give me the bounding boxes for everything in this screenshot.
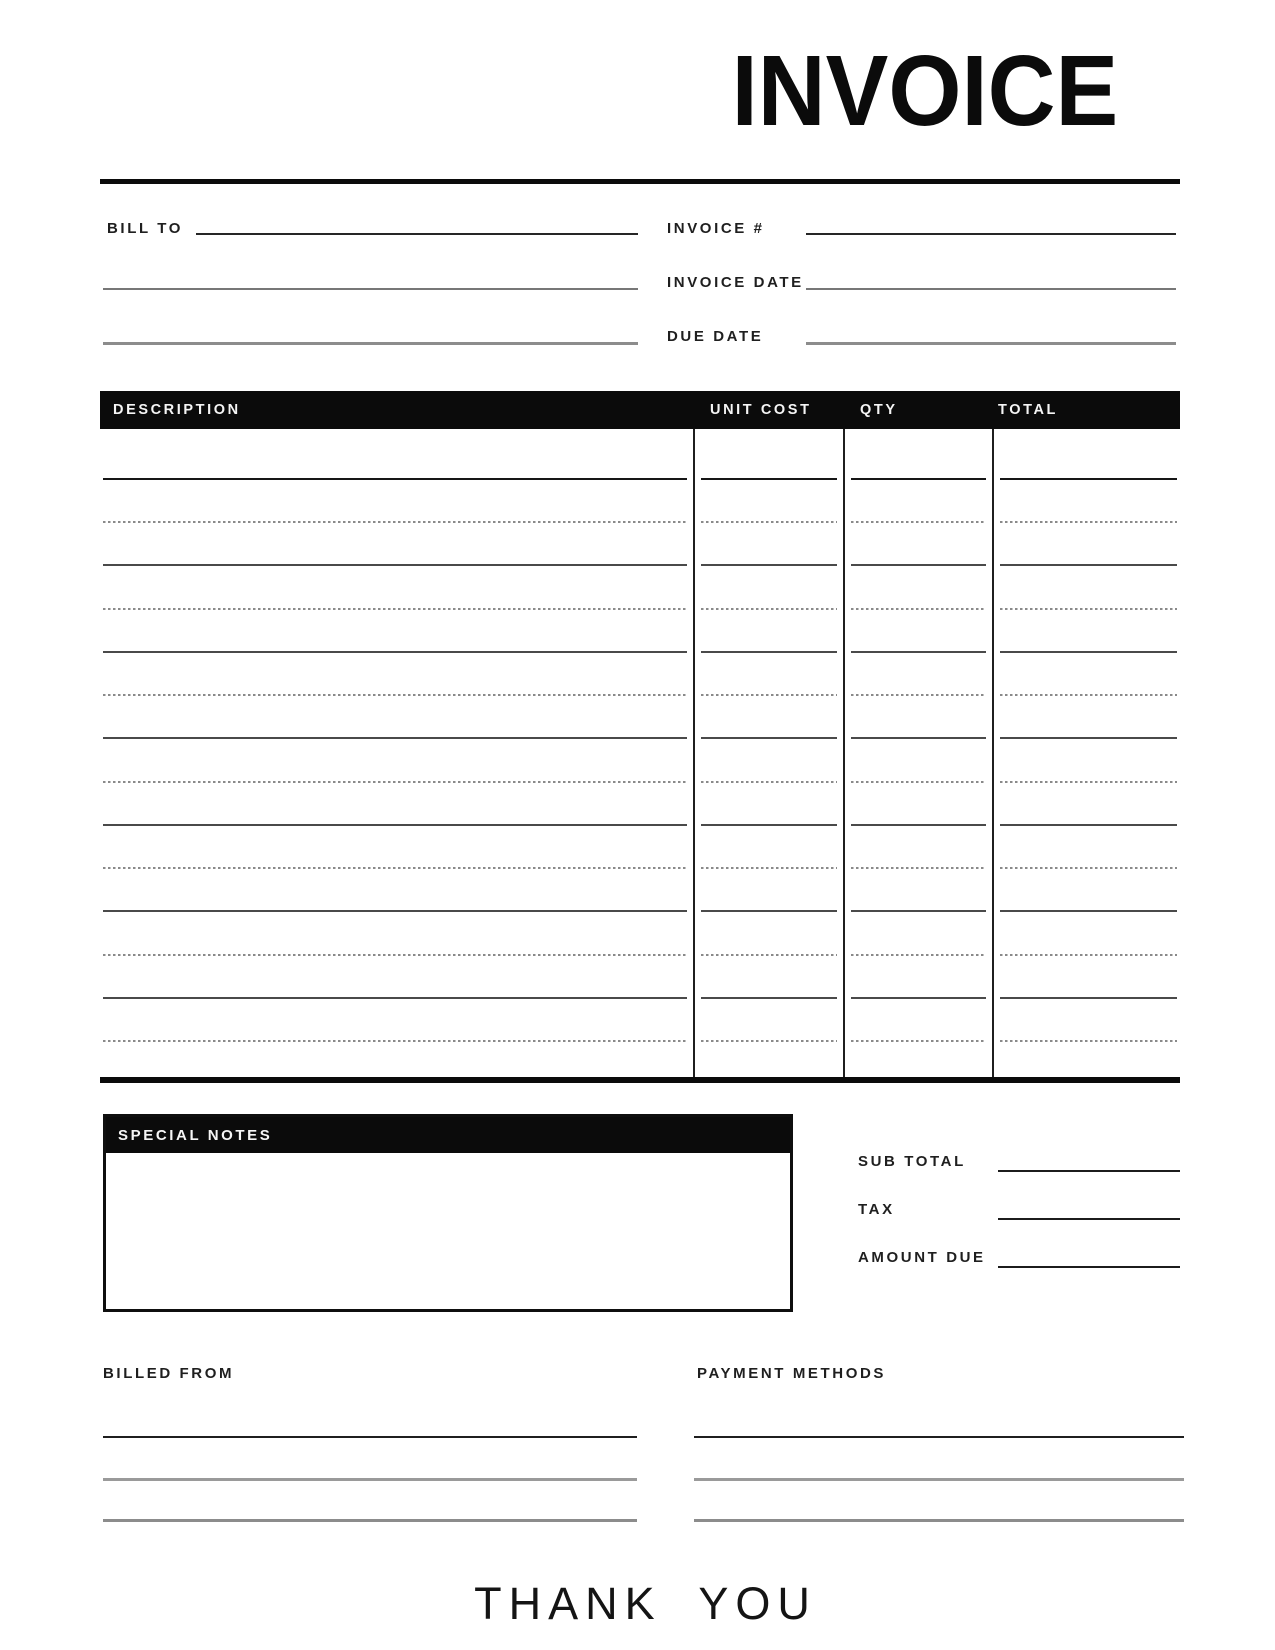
item-row-13-description-line[interactable] — [103, 997, 687, 999]
item-row-1-unit-cost-line[interactable] — [701, 478, 837, 480]
item-row-5-description-line[interactable] — [103, 651, 687, 653]
item-row-3-unit-cost-line[interactable] — [701, 564, 837, 566]
item-row-13-total-line[interactable] — [1000, 997, 1177, 999]
invoice-date-line[interactable] — [806, 288, 1176, 290]
header-rule — [100, 179, 1180, 184]
item-row-7-qty-line[interactable] — [851, 737, 986, 739]
bill-to-line-3[interactable] — [103, 342, 638, 345]
item-row-12-qty-line[interactable] — [851, 954, 986, 956]
sub-total-line[interactable] — [998, 1170, 1180, 1172]
item-row-10-total-line[interactable] — [1000, 867, 1177, 869]
bill-to-label: BILL TO — [107, 220, 183, 237]
sub-total-label: SUB TOTAL — [858, 1153, 966, 1170]
item-row-2-total-line[interactable] — [1000, 521, 1177, 523]
tax-line[interactable] — [998, 1218, 1180, 1220]
billed-from-line-1[interactable] — [103, 1436, 637, 1438]
bill-to-line-2[interactable] — [103, 288, 638, 290]
special-notes-label: SPECIAL NOTES — [118, 1127, 273, 1144]
item-row-4-unit-cost-line[interactable] — [701, 608, 837, 610]
item-row-1-total-line[interactable] — [1000, 478, 1177, 480]
payment-methods-line-3[interactable] — [694, 1519, 1184, 1522]
invoice-number-line[interactable] — [806, 233, 1176, 235]
bill-to-line-1[interactable] — [196, 233, 638, 235]
billed-from-label: BILLED FROM — [103, 1365, 235, 1382]
item-row-4-qty-line[interactable] — [851, 608, 986, 610]
item-row-4-total-line[interactable] — [1000, 608, 1177, 610]
billed-from-line-2[interactable] — [103, 1478, 637, 1481]
item-row-7-total-line[interactable] — [1000, 737, 1177, 739]
item-row-3-qty-line[interactable] — [851, 564, 986, 566]
tax-label: TAX — [858, 1201, 895, 1218]
payment-methods-line-2[interactable] — [694, 1478, 1184, 1481]
item-row-8-qty-line[interactable] — [851, 781, 986, 783]
item-row-13-qty-line[interactable] — [851, 997, 986, 999]
item-row-9-description-line[interactable] — [103, 824, 687, 826]
item-row-5-unit-cost-line[interactable] — [701, 651, 837, 653]
item-row-2-qty-line[interactable] — [851, 521, 986, 523]
item-row-11-unit-cost-line[interactable] — [701, 910, 837, 912]
col-total-label: TOTAL — [998, 402, 1058, 418]
item-row-6-description-line[interactable] — [103, 694, 687, 696]
item-row-10-unit-cost-line[interactable] — [701, 867, 837, 869]
item-row-5-qty-line[interactable] — [851, 651, 986, 653]
item-row-12-unit-cost-line[interactable] — [701, 954, 837, 956]
special-notes-header — [106, 1117, 790, 1153]
item-row-14-description-line[interactable] — [103, 1040, 687, 1042]
item-row-7-description-line[interactable] — [103, 737, 687, 739]
item-row-14-total-line[interactable] — [1000, 1040, 1177, 1042]
item-row-14-unit-cost-line[interactable] — [701, 1040, 837, 1042]
item-row-11-total-line[interactable] — [1000, 910, 1177, 912]
item-row-1-qty-line[interactable] — [851, 478, 986, 480]
billed-from-line-3[interactable] — [103, 1519, 637, 1522]
due-date-line[interactable] — [806, 342, 1176, 345]
special-notes-box[interactable] — [103, 1114, 793, 1312]
item-row-6-unit-cost-line[interactable] — [701, 694, 837, 696]
payment-methods-label: PAYMENT METHODS — [697, 1365, 887, 1382]
items-table-header — [100, 391, 1180, 429]
item-row-6-total-line[interactable] — [1000, 694, 1177, 696]
invoice-date-label: INVOICE DATE — [667, 274, 804, 291]
item-row-11-description-line[interactable] — [103, 910, 687, 912]
column-separator-1 — [693, 429, 695, 1077]
item-row-3-total-line[interactable] — [1000, 564, 1177, 566]
item-row-5-total-line[interactable] — [1000, 651, 1177, 653]
due-date-label: DUE DATE — [667, 328, 764, 345]
item-row-8-total-line[interactable] — [1000, 781, 1177, 783]
payment-methods-line-1[interactable] — [694, 1436, 1184, 1438]
item-row-1-description-line[interactable] — [103, 478, 687, 480]
item-row-4-description-line[interactable] — [103, 608, 687, 610]
amount-due-label: AMOUNT DUE — [858, 1249, 986, 1266]
item-row-12-total-line[interactable] — [1000, 954, 1177, 956]
column-separator-2 — [843, 429, 845, 1077]
col-unit-cost-label: UNIT COST — [710, 402, 812, 418]
item-row-13-unit-cost-line[interactable] — [701, 997, 837, 999]
thank-you-text: THANK YOU — [474, 1578, 817, 1629]
item-row-8-unit-cost-line[interactable] — [701, 781, 837, 783]
item-row-8-description-line[interactable] — [103, 781, 687, 783]
amount-due-line[interactable] — [998, 1266, 1180, 1268]
column-separator-3 — [992, 429, 994, 1077]
item-row-2-unit-cost-line[interactable] — [701, 521, 837, 523]
item-row-9-total-line[interactable] — [1000, 824, 1177, 826]
col-description-label: DESCRIPTION — [113, 402, 241, 418]
item-row-2-description-line[interactable] — [103, 521, 687, 523]
invoice-number-label: INVOICE # — [667, 220, 765, 237]
page-title: INVOICE — [731, 35, 1118, 147]
item-row-6-qty-line[interactable] — [851, 694, 986, 696]
item-row-9-unit-cost-line[interactable] — [701, 824, 837, 826]
item-row-10-description-line[interactable] — [103, 867, 687, 869]
table-bottom-rule — [100, 1077, 1180, 1083]
item-row-7-unit-cost-line[interactable] — [701, 737, 837, 739]
item-row-10-qty-line[interactable] — [851, 867, 986, 869]
item-row-3-description-line[interactable] — [103, 564, 687, 566]
item-row-14-qty-line[interactable] — [851, 1040, 986, 1042]
item-row-11-qty-line[interactable] — [851, 910, 986, 912]
item-row-12-description-line[interactable] — [103, 954, 687, 956]
col-qty-label: QTY — [860, 402, 898, 418]
item-row-9-qty-line[interactable] — [851, 824, 986, 826]
